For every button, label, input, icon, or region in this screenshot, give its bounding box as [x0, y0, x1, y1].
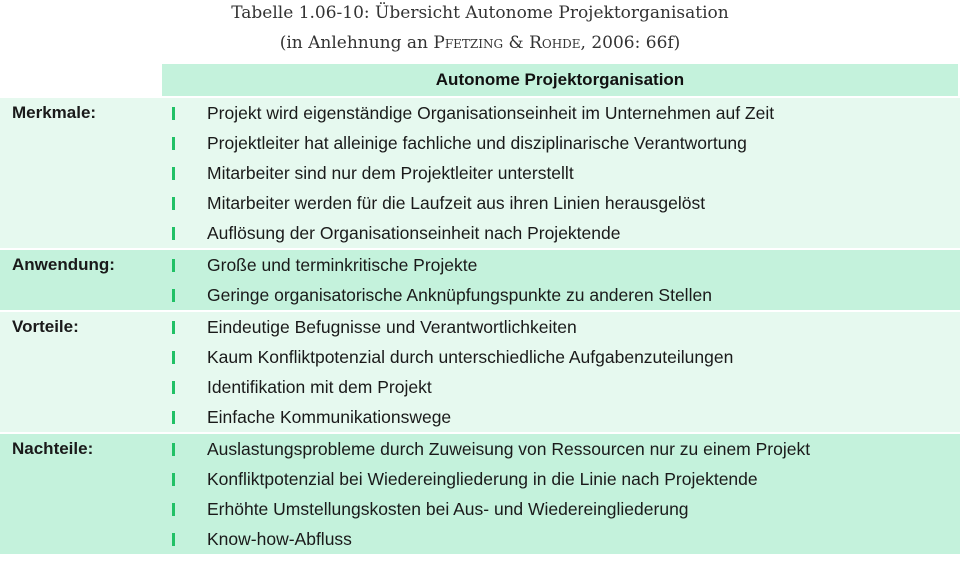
list-item: [162, 218, 960, 248]
bullet-bar-icon: [172, 167, 175, 180]
overview-table: [0, 64, 960, 554]
bullet-bar-icon: [172, 411, 175, 424]
table-caption-source: [0, 33, 960, 53]
list-item-text: Auslastungsprobleme durch Zuweisung von Ressourcen nur zu einem Projekt: [207, 438, 811, 459]
list-item: [162, 188, 960, 218]
list-item: [162, 372, 960, 402]
list-item: [162, 280, 960, 310]
list-item-text: Kaum Konfliktpotenzial durch unterschiedliche Aufgabenzuteilungen: [207, 346, 734, 367]
group-label: Merkmale:: [12, 103, 97, 122]
table-header: Autonome Projektorganisation: [162, 64, 958, 96]
group-items: [162, 250, 960, 310]
group-label: Anwendung:: [12, 255, 115, 274]
list-item-text: Projektleiter hat alleinige fachliche und disziplinarische Verantwortung: [207, 132, 747, 153]
group-items: [162, 98, 960, 248]
list-item-text: Einfache Kommunikationswege: [207, 406, 452, 427]
list-item-text: Identifikation mit dem Projekt: [207, 376, 432, 397]
list-item-text: Know-how-Abfluss: [207, 528, 352, 549]
caption-line-1: Tabelle 1.06-10: Übersicht Autonome Projektorganisation: [231, 3, 729, 23]
table-body: [0, 98, 960, 554]
table-caption: [0, 3, 960, 23]
bullet-bar-icon: [172, 533, 175, 546]
caption-author-1: Pfetzing: [433, 33, 504, 53]
list-item-text: Erhöhte Umstellungskosten bei Aus- und Wiedereingliederung: [207, 498, 689, 519]
list-item-text: Eindeutige Befugnisse und Verantwortlichkeiten: [207, 316, 577, 337]
table-group: [0, 98, 960, 248]
list-item: [162, 402, 960, 432]
bullet-bar-icon: [172, 321, 175, 334]
list-item-text: Große und terminkritische Projekte: [207, 254, 478, 275]
bullet-bar-icon: [172, 259, 175, 272]
bullet-bar-icon: [172, 227, 175, 240]
group-items: [162, 312, 960, 432]
list-item: [162, 524, 960, 554]
list-item: [162, 128, 960, 158]
list-item-text: Auflösung der Organisationseinheit nach Projektende: [207, 222, 621, 243]
table-group: [0, 250, 960, 310]
group-label: Nachteile:: [12, 439, 94, 458]
list-item: [162, 312, 960, 342]
bullet-bar-icon: [172, 351, 175, 364]
bullet-bar-icon: [172, 443, 175, 456]
group-items: [162, 434, 960, 554]
bullet-bar-icon: [172, 197, 175, 210]
bullet-bar-icon: [172, 289, 175, 302]
caption-suffix: , 2006: 66f): [580, 33, 681, 53]
list-item-text: Geringe organisatorische Anknüpfungspunkte zu anderen Stellen: [207, 284, 712, 305]
list-item-text: Mitarbeiter sind nur dem Projektleiter unterstellt: [207, 162, 574, 183]
list-item-text: Projekt wird eigenständige Organisationseinheit im Unternehmen auf Zeit: [207, 102, 775, 123]
bullet-bar-icon: [172, 503, 175, 516]
table-group: [0, 312, 960, 432]
bullet-bar-icon: [172, 107, 175, 120]
caption-prefix: (in Anlehnung an: [279, 33, 434, 53]
list-item: [162, 342, 960, 372]
list-item: [162, 494, 960, 524]
list-item-text: Mitarbeiter werden für die Laufzeit aus ihren Linien herausgelöst: [207, 192, 706, 213]
list-item: [162, 434, 960, 464]
list-item: [162, 158, 960, 188]
list-item: [162, 464, 960, 494]
bullet-bar-icon: [172, 381, 175, 394]
bullet-bar-icon: [172, 137, 175, 150]
caption-author-2: Rohde: [529, 33, 581, 53]
caption-ampersand: &: [503, 33, 530, 53]
table-group: [0, 434, 960, 554]
bullet-bar-icon: [172, 473, 175, 486]
group-label: Vorteile:: [12, 317, 79, 336]
list-item: [162, 98, 960, 128]
list-item-text: Konfliktpotenzial bei Wiedereingliederung in die Linie nach Projektende: [207, 468, 758, 489]
list-item: [162, 250, 960, 280]
